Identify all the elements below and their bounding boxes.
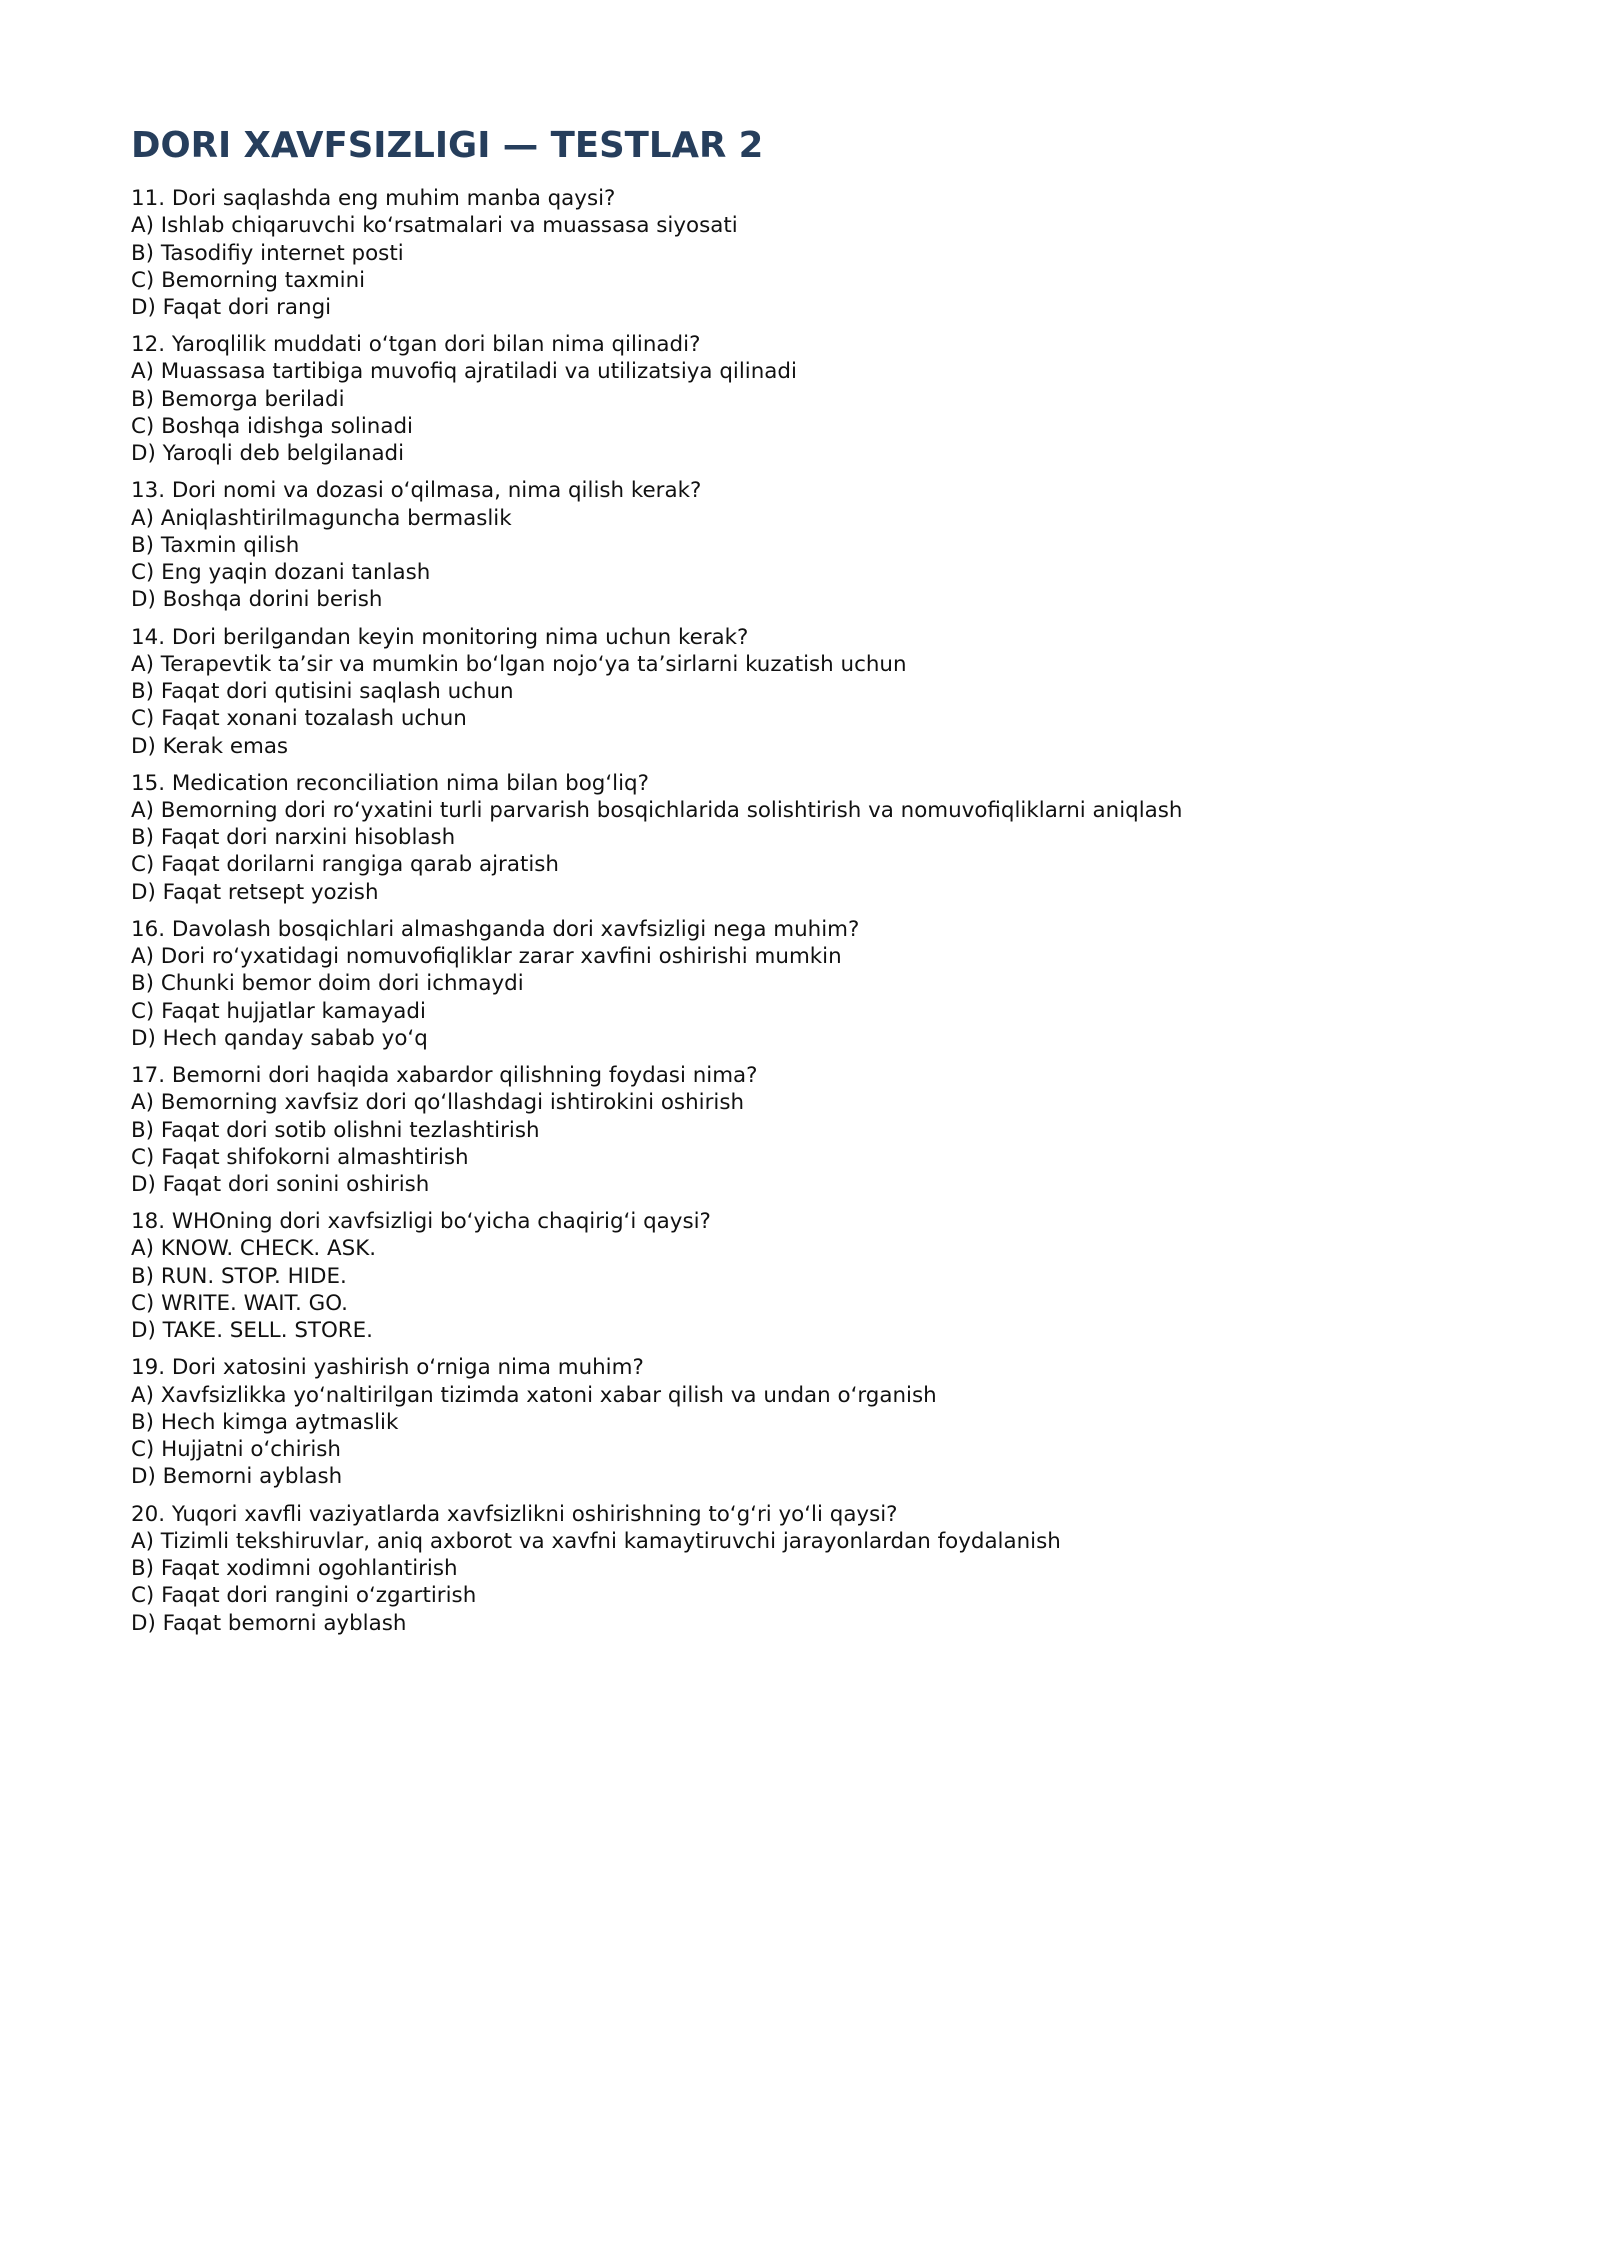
answer-option: D) Hech qanday sabab yo‘q [131,1025,428,1051]
answer-option: A) Bemorning xavfsiz dori qo‘llashdagi ishtirokini oshirish [131,1090,745,1116]
question-block [131,624,1551,760]
question-text: 17. Bemorni dori haqida xabardor qilishning foydasi nima? [131,1063,758,1089]
answer-option: D) Bemorni ayblash [131,1464,343,1490]
answer-option: D) Faqat dori rangi [131,295,332,321]
answer-option: B) Faqat dori narxini hisoblash [131,825,456,851]
question-text: 13. Dori nomi va dozasi o‘qilmasa, nima qilish kerak? [131,478,702,504]
answer-option: D) TAKE. SELL. STORE. [131,1318,373,1344]
question-block [131,916,1551,1052]
answer-option: C) Eng yaqin dozani tanlash [131,560,431,586]
answer-option: C) Faqat hujjatlar kamayadi [131,998,426,1024]
question-text: 18. WHOning dori xavfsizligi bo‘yicha chaqirig‘i qaysi? [131,1209,711,1235]
answer-option: C) Faqat shifokorni almashtirish [131,1144,469,1170]
answer-option: B) Faqat dori qutisini saqlash uchun [131,679,514,705]
answer-option: A) Ishlab chiqaruvchi ko‘rsatmalari va muassasa siyosati [131,213,738,239]
answer-option: B) Faqat dori sotib olishni tezlashtirish [131,1117,540,1143]
question-block [131,1062,1551,1198]
answer-option: D) Boshqa dorini berish [131,587,383,613]
answer-option: A) Aniqlashtirilmaguncha bermaslik [131,505,512,531]
answer-option: A) Tizimli tekshiruvlar, aniq axborot va xavfni kamaytiruvchi jarayonlardan foydalanish [131,1528,1061,1554]
question-block [131,1208,1551,1344]
answer-option: D) Faqat bemorni ayblash [131,1610,407,1636]
answer-option: B) Tasodifiy internet posti [131,240,404,266]
answer-option: D) Faqat retsept yozish [131,879,379,905]
question-block [131,770,1551,906]
answer-option: A) Muassasa tartibiga muvofiq ajratiladi va utilizatsiya qilinadi [131,359,797,385]
question-text: 14. Dori berilgandan keyin monitoring nima uchun kerak? [131,624,749,650]
answer-option: D) Faqat dori sonini oshirish [131,1172,430,1198]
answer-option: C) Hujjatni o‘chirish [131,1437,341,1463]
question-block [131,185,1551,321]
answer-option: D) Yaroqli deb belgilanadi [131,441,405,467]
answer-option: C) Boshqa idishga solinadi [131,413,413,439]
answer-option: A) Terapevtik ta’sir va mumkin bo‘lgan nojo‘ya ta’sirlarni kuzatish uchun [131,651,907,677]
answer-option: B) Bemorga beriladi [131,386,345,412]
answer-option: A) KNOW. CHECK. ASK. [131,1236,377,1262]
answer-option: C) Faqat dorilarni rangiga qarab ajratish [131,852,559,878]
question-list [131,185,1551,1647]
answer-option: A) Xavfsizlikka yo‘naltirilgan tizimda xatoni xabar qilish va undan o‘rganish [131,1382,937,1408]
answer-option: C) Faqat xonani tozalash uchun [131,706,467,732]
page-title: DORI XAVFSIZLIGI — TESTLAR 2 [131,125,764,166]
answer-option: C) Faqat dori rangini o‘zgartirish [131,1583,477,1609]
answer-option: B) Hech kimga aytmaslik [131,1409,399,1435]
answer-option: B) Faqat xodimni ogohlantirish [131,1556,458,1582]
answer-option: D) Kerak emas [131,733,289,759]
answer-option: A) Dori ro‘yxatidagi nomuvofiqliklar zarar xavfini oshirishi mumkin [131,944,842,970]
answer-option: C) Bemorning taxmini [131,267,366,293]
question-text: 20. Yuqori xavfli vaziyatlarda xavfsizlikni oshirishning to‘g‘ri yo‘li qaysi? [131,1501,898,1527]
question-text: 16. Davolash bosqichlari almashganda dori xavfsizligi nega muhim? [131,916,860,942]
answer-option: B) Taxmin qilish [131,532,300,558]
answer-option: B) RUN. STOP. HIDE. [131,1263,347,1289]
question-block [131,477,1551,613]
question-text: 12. Yaroqlilik muddati o‘tgan dori bilan nima qilinadi? [131,332,701,358]
answer-option: A) Bemorning dori ro‘yxatini turli parvarish bosqichlarida solishtirish va nomuvofiqliklarni aniqlash [131,797,1183,823]
answer-option: B) Chunki bemor doim dori ichmaydi [131,971,524,997]
question-text: 19. Dori xatosini yashirish o‘rniga nima muhim? [131,1355,644,1381]
question-text: 11. Dori saqlashda eng muhim manba qaysi? [131,186,616,211]
question-text: 15. Medication reconciliation nima bilan bog‘liq? [131,770,649,796]
question-block [131,1354,1551,1490]
answer-option: C) WRITE. WAIT. GO. [131,1291,348,1316]
question-block [131,331,1551,467]
question-block [131,1501,1551,1637]
